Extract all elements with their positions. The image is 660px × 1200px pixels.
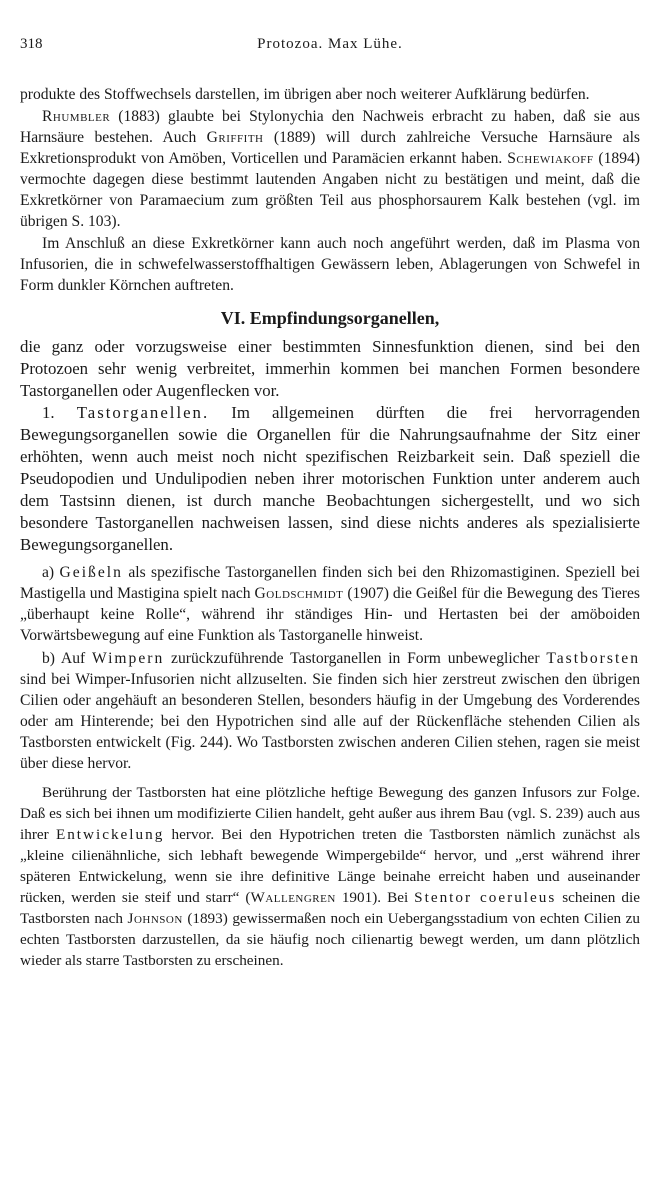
page-number: 318 <box>20 36 43 52</box>
section-excretion <box>20 84 640 296</box>
author-name: Griffith <box>206 129 264 146</box>
author-name: Goldschmidt <box>254 585 344 602</box>
section-touch-bristles <box>20 782 640 971</box>
text-span: (1893) gewissermaßen noch ein Uebergangsstadium von echten Cilien zu echten Tastborsten darzustellen, da sie häufig noch cilienartig bewegt werden, um dann plötzlich wieder als starre Tastborsten zu erscheinen. <box>20 910 640 969</box>
paragraph-cilia <box>20 648 640 774</box>
paragraph-tactile-organelles <box>20 402 640 556</box>
page-header <box>20 36 640 56</box>
text-span: (1889) will durch zahlreiche Versuche Harnsäure als Exkretionsprodukt von Amöben, Vorticellen und Paramäcien erkannt haben. <box>20 129 641 167</box>
emphasized-term: Wimpern <box>91 650 165 667</box>
section-heading: VI. Empfindungsorganellen, <box>220 308 440 328</box>
list-marker: a) <box>42 564 60 581</box>
emphasized-term: Tastborsten <box>546 650 640 667</box>
text-span: sind bei Wimper-Infusorien nicht allzuselten. Sie finden sich hier zerstreut zwischen den übrigen Cilien oder angehäuft an besonderen Stellen, besonders häufig in der Umgebung des Vorderendes oder am Hinterende; bei den Hypotrichen sind alle auf der Rückenfläche stehenden Cilien als Tastborsten entwickelt (Fig. 244). Wo Tastborsten zwischen anderen Cilien stehen, ragen sie meist über diese hervor. <box>20 671 640 772</box>
list-number: 1. <box>42 403 77 422</box>
text-span: hervor. Bei den Hypotrichen treten die Tastborsten nämlich zunächst als „kleine cilienähnliche, sich lebhaft bewegende Wimpergebilde“ hervor, und „erst während ihrer späteren Entwickelung, wenn sie ihre definitive Länge beinahe erreicht haben und auseinander rücken, werden sie steif und starr“ ( <box>20 826 641 906</box>
text-span: zurückzuführende Tastorganellen in Form unbeweglicher <box>164 650 547 667</box>
paragraph-sulfur: Im Anschluß an diese Exkretkörner kann auch noch angeführt werden, daß im Plasma von Infusorien, die in schwefelwasserstoffhaltigen Gewässern leben, Ablagerungen von Schwefel in Form dunkler Körnchen auftreten. <box>20 235 640 294</box>
running-title: Protozoa. Max Lühe. <box>257 36 403 52</box>
text-span: Im allgemeinen dürften die frei hervorragenden Bewegungsorganellen sowie die Organellen für die Nahrungsaufnahme der Sitz einer erhöhten, wenn auch meist noch nicht spezifischen Reizbarkeit sein. Daß speziell die Pseudopodien und Undulipodien neben ihrer motorischen Funktion unter anderem auch dem Tastsinn dienen, ist durch manche Beobachtungen sichergestellt, und wo sich besondere Tastorganellen nachweisen lassen, sind diese nichts anderes als spezialisierte Bewegungsorganellen. <box>20 403 641 554</box>
text-span: 1901). Bei <box>335 889 415 906</box>
paragraph-flagella <box>20 562 640 646</box>
author-name: Johnson <box>127 910 183 927</box>
paragraph-bristle-development <box>20 782 640 971</box>
paragraph-intro: die ganz oder vorzugsweise einer bestimmten Sinnesfunktion dienen, sind bei den Protozoen sehr wenig verbreitet, immerhin kommen bei manchen Formen besondere Tastorganellen oder Augenflecken vor. <box>20 337 640 400</box>
emphasized-term: Geißeln <box>59 564 123 581</box>
page-body <box>20 84 640 971</box>
author-name: Wallengren <box>250 889 336 906</box>
text-span: (1883) glaubte bei Stylonychia den Nachweis erbracht zu haben, daß sie aus Harnsäure bestehen. Auch <box>20 108 640 146</box>
text-span: (1894) vermochte dagegen diese bestimmt lautenden Angaben nicht zu bestätigen und meint, daß die Exkretkörner von Paramaecium zum größten Teil aus phosphorsaurem Kalk bestehen (vgl. im übrigen S. 103). <box>20 150 640 230</box>
author-name: Schewiakoff <box>507 150 594 167</box>
section-subpoints <box>20 562 640 774</box>
text-span: Berührung der Tastborsten hat eine plötzliche heftige Bewegung des ganzen Infusors zur Folge. Daß es sich bei ihnen um modifizierte Cilien handelt, geht außer aus ihrem Bau (vgl. S. 239) auch aus ihrer <box>20 784 640 843</box>
author-name: Rhumbler <box>42 108 111 125</box>
emphasized-term: Stentor coeruleus <box>414 889 557 906</box>
text-span: (1907) die Geißel für die Bewegung des Tieres „überhaupt keine Rolle“, während ihr ständiges Hin- und Hertasten bei der amöboiden Vorwärtsbewegung auf eine Funktion als Tastorganelle hinweist. <box>20 585 640 644</box>
paragraph-continuation: produkte des Stoffwechsels darstellen, im übrigen aber noch weiterer Aufklärung bedürfen. <box>20 86 590 103</box>
emphasized-term: Tastorganellen. <box>76 403 210 422</box>
emphasized-term: Entwickelung <box>55 826 165 843</box>
list-marker: b) Auf <box>42 650 92 667</box>
text-span: scheinen die Tastborsten nach <box>20 889 640 927</box>
paragraph-uric-acid <box>20 106 640 232</box>
text-span: als spezifische Tastorganellen finden sich bei den Rhizomastiginen. Speziell bei Mastigella und Mastigina spielt nach <box>20 564 640 602</box>
section-sensory <box>20 336 640 556</box>
